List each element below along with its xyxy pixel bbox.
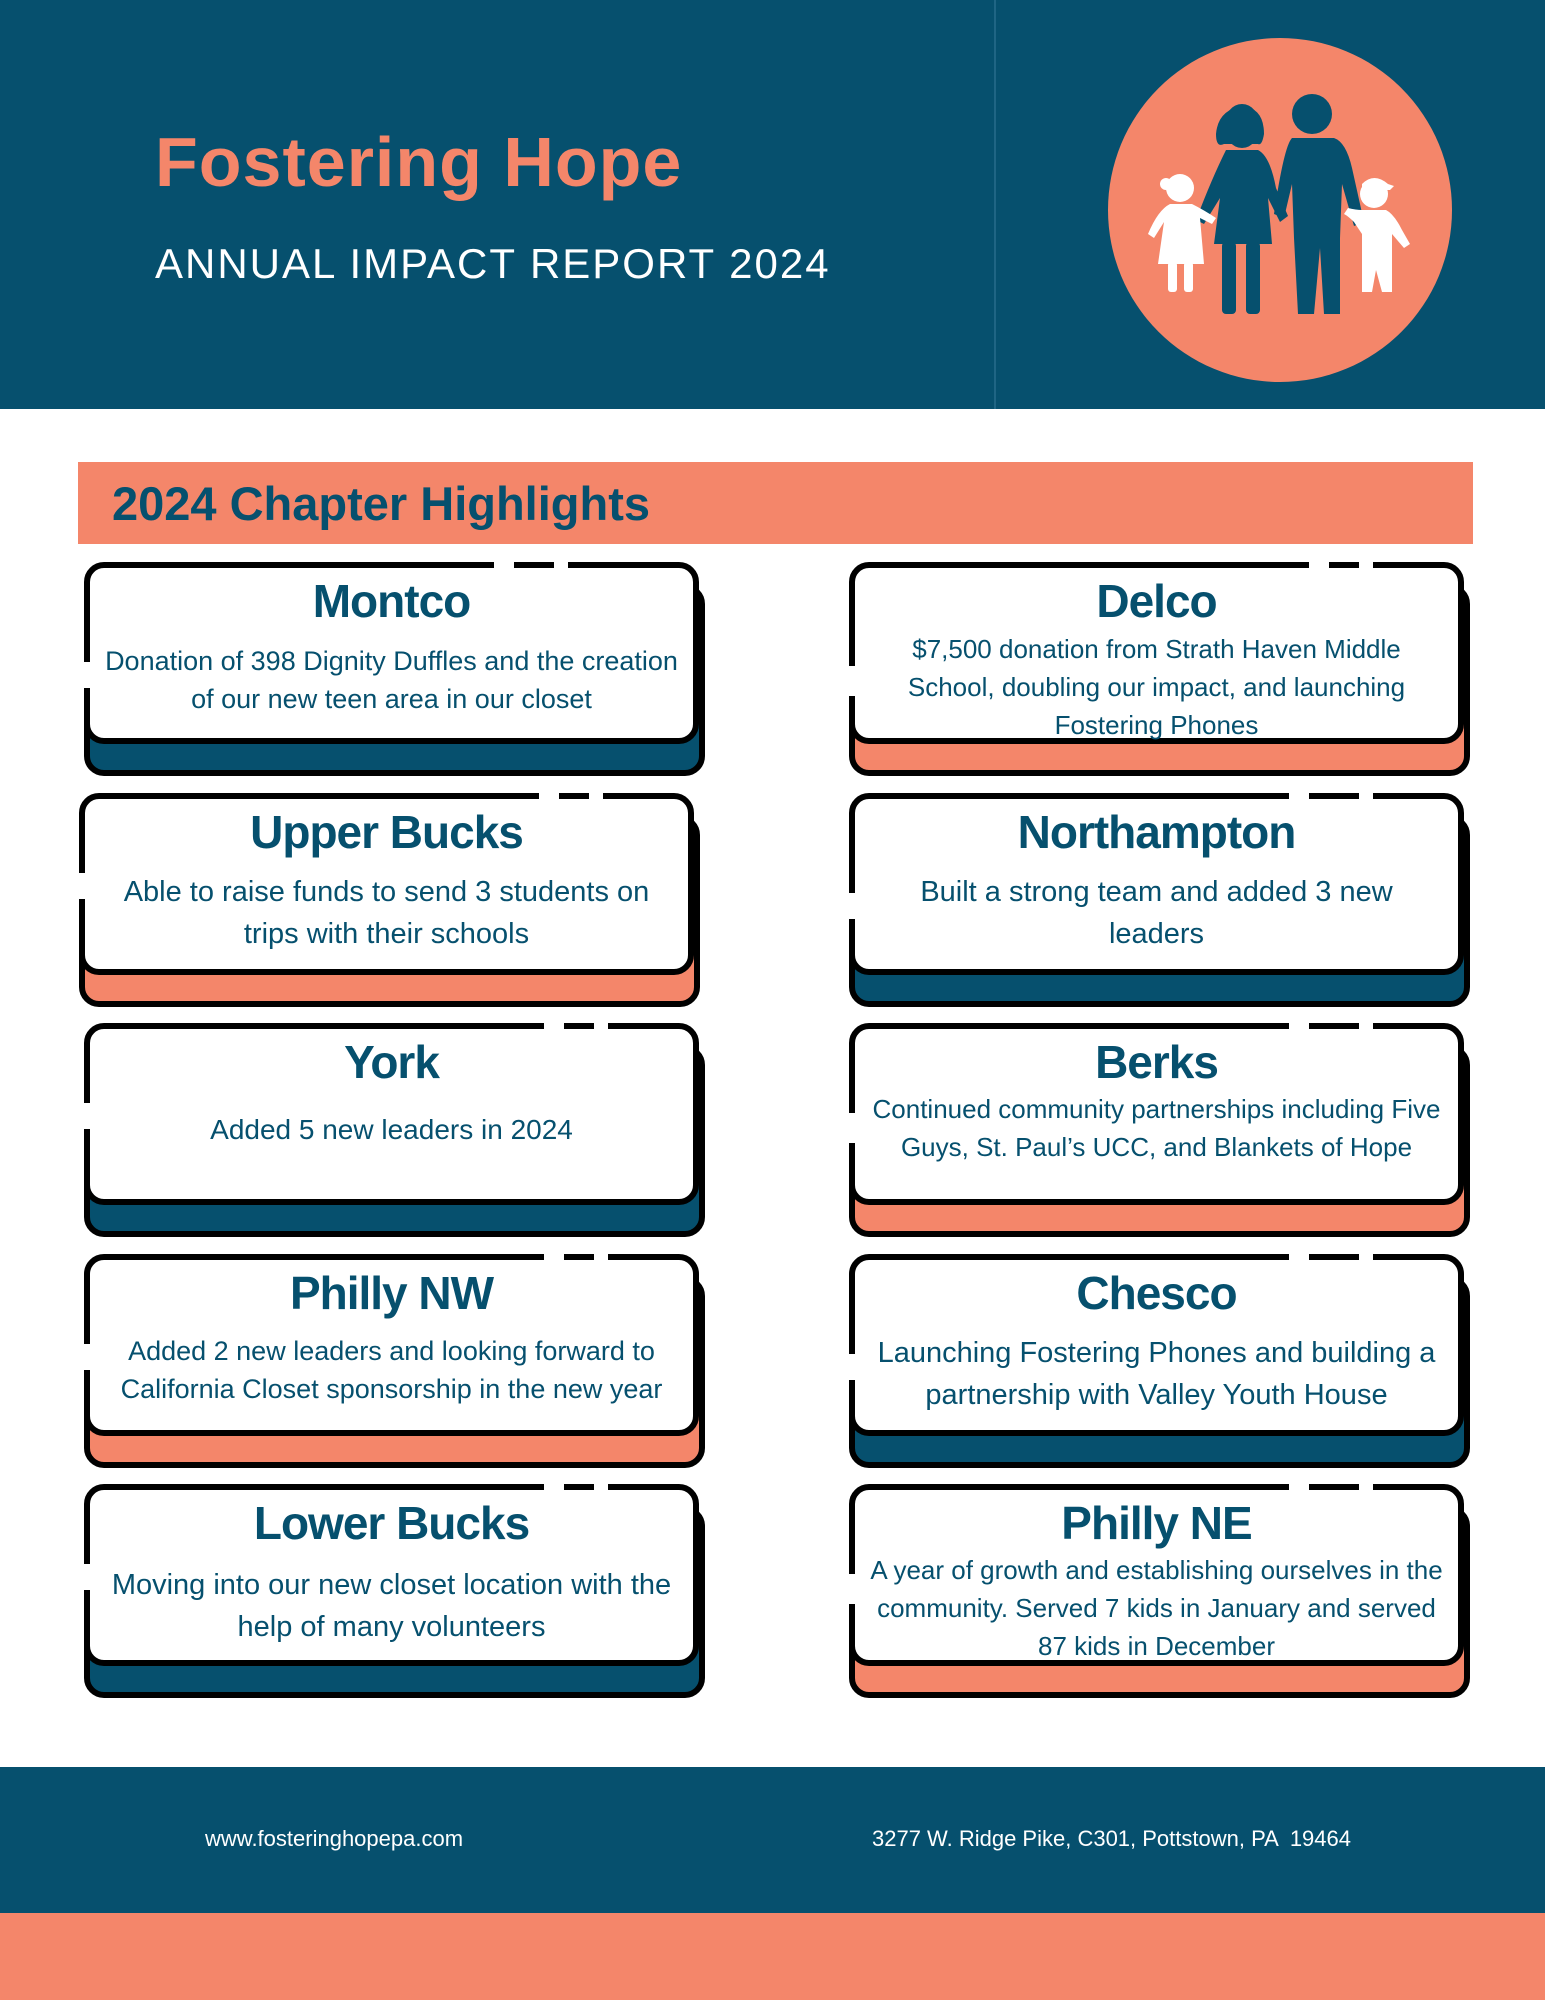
chapter-card-upper-bucks <box>79 793 694 1001</box>
card-border-gap <box>594 1023 608 1029</box>
highlights-banner <box>78 462 1473 544</box>
mailing-address: 3277 W. Ridge Pike, C301, Pottstown, PA 19464 <box>872 1826 1351 1851</box>
chapter-name: Chesco <box>1076 1267 1237 1319</box>
header-banner <box>0 0 1545 409</box>
website-link[interactable]: www.fosteringhopepa.com <box>205 1826 464 1851</box>
card-border-gap <box>494 562 514 568</box>
chapter-description: Continued community partnerships including Five Guys, St. Paul’s UCC, and Blankets of Hope <box>872 1094 1441 1162</box>
header-divider <box>994 0 996 409</box>
card-border-gap <box>84 1564 90 1590</box>
card-border-gap <box>539 793 559 799</box>
card-border-gap <box>544 1023 564 1029</box>
card-border-gap <box>849 1574 855 1604</box>
chapter-description: Launching Fostering Phones and building a partnership with Valley Youth House <box>877 1337 1436 1411</box>
org-title: Fostering Hope <box>155 123 683 201</box>
card-border-gap <box>1359 562 1373 568</box>
chapter-description: Built a strong team and added 3 new leaders <box>920 876 1393 950</box>
chapter-description: Donation of 398 Dignity Duffles and the creation of our new teen area in our closet <box>105 646 678 714</box>
report-subtitle: ANNUAL IMPACT REPORT 2024 <box>155 240 831 287</box>
chapter-name: Delco <box>1096 575 1217 627</box>
card-border-gap <box>849 1113 855 1143</box>
card-border-gap <box>1359 1254 1373 1260</box>
card-border-gap <box>84 1344 90 1370</box>
card-border-gap <box>1289 1023 1309 1029</box>
chapter-name: Philly NW <box>289 1267 494 1319</box>
chapter-card-york <box>84 1023 699 1231</box>
card-border-gap <box>594 1484 608 1490</box>
chapter-card-philly-ne <box>849 1484 1464 1692</box>
chapter-card-philly-nw <box>84 1254 699 1462</box>
chapter-card-berks <box>849 1023 1464 1231</box>
card-border-gap <box>544 1484 564 1490</box>
card-border-gap <box>1289 793 1309 799</box>
card-border-gap <box>849 1354 855 1380</box>
card-border-gap <box>849 893 855 919</box>
chapter-name: Lower Bucks <box>253 1497 530 1549</box>
chapter-name: Philly NE <box>1061 1497 1252 1549</box>
chapter-card-delco <box>849 562 1464 770</box>
chapter-card-lower-bucks <box>84 1484 699 1692</box>
chapter-description: Added 2 new leaders and looking forward to California Closet sponsorship in the new year <box>120 1336 663 1404</box>
card-border-gap <box>554 562 568 568</box>
card-border-gap <box>544 1254 564 1260</box>
chapter-name: Berks <box>1095 1036 1218 1088</box>
family-silhouette-icon <box>1108 38 1452 382</box>
footer-bar <box>0 1767 1545 1913</box>
chapter-description: A year of growth and establishing ourselves in the community. Served 7 kids in January and served 87 kids in December <box>870 1555 1443 1661</box>
chapter-name: Montco <box>312 575 471 627</box>
bottom-accent-band <box>0 1913 1545 2000</box>
chapter-description: $7,500 donation from Strath Haven Middle School, doubling our impact, and launching Fostering Phones <box>907 634 1406 740</box>
card-border-gap <box>1289 1254 1309 1260</box>
chapter-card-chesco <box>849 1254 1464 1462</box>
chapter-description: Added 5 new leaders in 2024 <box>210 1114 573 1145</box>
chapter-card-northampton <box>849 793 1464 1001</box>
card-border-gap <box>79 873 85 899</box>
chapter-description: Moving into our new closet location with the help of many volunteers <box>111 1569 672 1643</box>
chapter-name: Upper Bucks <box>250 806 523 858</box>
chapter-name: York <box>344 1036 439 1088</box>
chapter-card-montco <box>84 562 699 770</box>
card-border-gap <box>84 662 90 688</box>
chapter-name: Northampton <box>1017 806 1296 858</box>
card-border-gap <box>1359 1023 1373 1029</box>
card-border-gap <box>849 666 855 696</box>
card-border-gap <box>1309 562 1329 568</box>
highlights-heading: 2024 Chapter Highlights <box>112 477 650 530</box>
card-border-gap <box>1359 1484 1373 1490</box>
card-border-gap <box>589 793 603 799</box>
card-border-gap <box>1289 1484 1309 1490</box>
chapter-description: Able to raise funds to send 3 students on trips with their schools <box>123 876 650 950</box>
card-border-gap <box>1359 793 1373 799</box>
card-border-gap <box>594 1254 608 1260</box>
card-border-gap <box>84 1103 90 1129</box>
